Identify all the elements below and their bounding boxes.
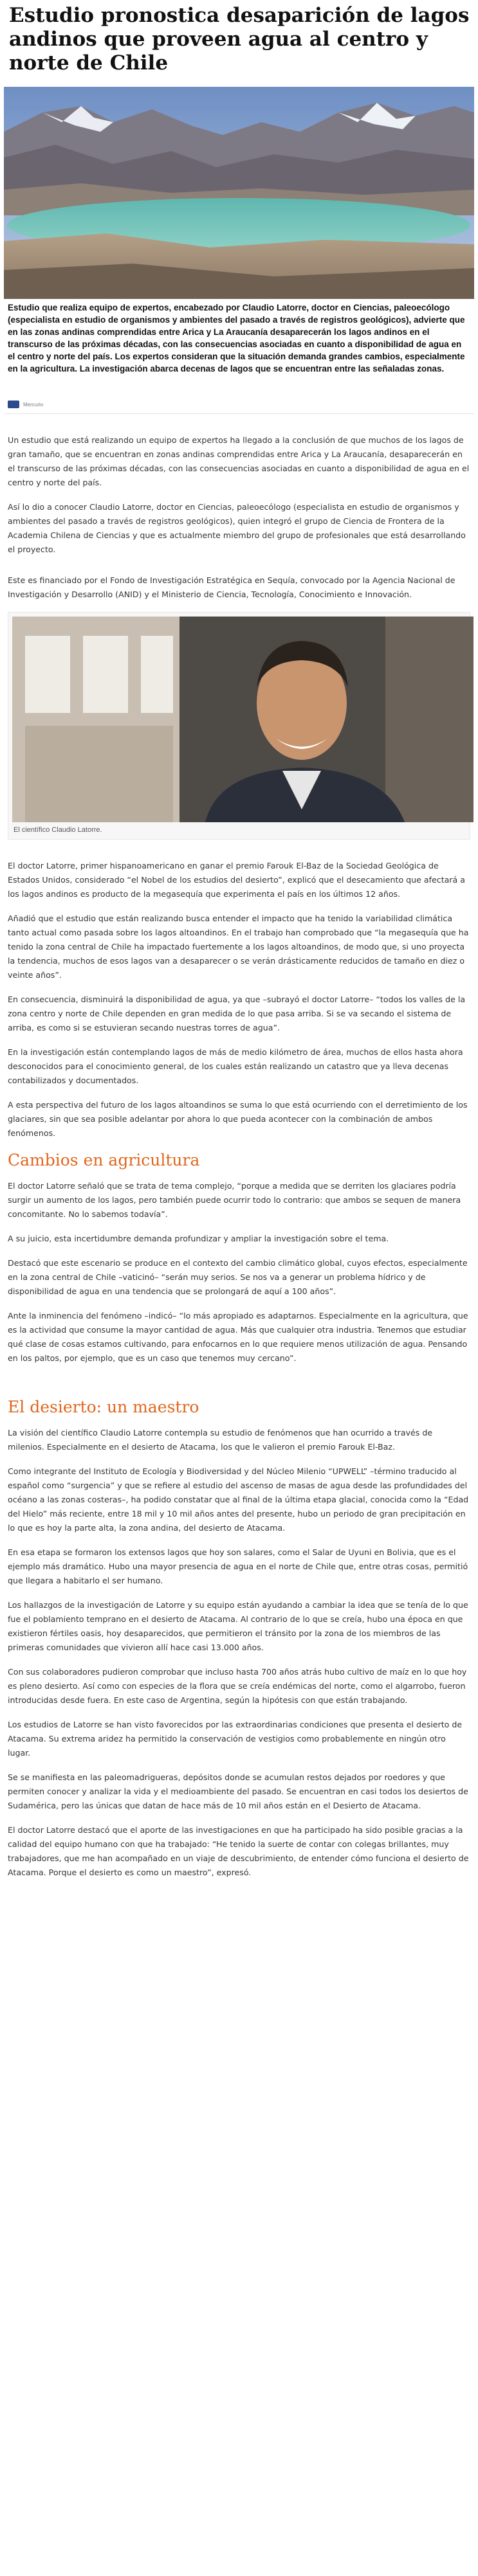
paragraph: En esa etapa se formaron los extensos lagos que hoy son salares, como el Salar de Uyuni en Bolivia, que es el ejemplo más dramático. Hubo una mayor presencia de agua en el norte de Chile que, entre otras cosas, permitió que llegara a habitarlo el ser humano.: [8, 1547, 468, 1585]
paragraph: El doctor Latorre, primer hispanoamericano en ganar el premio Farouk El-Baz de la Sociedad Geológica de Estados Unidos, considerado “el Nobel de los estudios del desierto”, explicó que el desecamiento que afectará a los lagos andinos es producto de la megasequía que experimenta el país en los últimos 12 años.: [8, 861, 465, 899]
paragraph: La visión del científico Claudio Latorre contempla su estudio de fenómenos que han ocurrido a través de milenios. Especialmente en el desierto de Atacama, los que le valieron el premio Farouk El-Baz.: [8, 1428, 433, 1452]
paragraph: Un estudio que está realizando un equipo de expertos ha llegado a la conclusión de que muchos de los lagos de gran tamaño, que se encuentran en zonas andinas comprendidas entre Arica y La Araucanía, desaparecerán en el transcurso de las próximas décadas, con las consecuencias asociadas en cuanto a disponibilidad de agua en el centro y norte del país.: [8, 435, 470, 487]
paragraph: En consecuencia, disminuirá la disponibilidad de agua, ya que –subrayó el doctor Latorre– “todos los valles de la zona centro y norte de Chile dependen en gran medida de lo que pasa arriba. Si se va secando el sistema de arriba, es como si se estuvieran secando nuestras torres de agua”.: [8, 995, 466, 1032]
photo-figure: [8, 612, 470, 840]
paragraph: Como integrante del Instituto de Ecología y Biodiversidad y del Núcleo Milenio “UPWELL” –término traducido al español como “surgencia” y que se refiere al estudio del ascenso de masas de agua desde las profundidades del océano a las zonas costeras–, ha podido constatar que al final de la última etapa glacial, conocida como la “Edad del Hielo” más reciente, entre 18 mil y 10 mil años antes del presente, hubo un periodo de gran precipitación en lo que es hoy la parte alta, la zona andina, del desierto de Atacama.: [8, 1466, 469, 1533]
source-logo-icon: [8, 401, 19, 408]
paragraph: El doctor Latorre destacó que el aporte de las investigaciones en que ha participado ha sido posible gracias a la calidad del equipo humano con que ha trabajado: “He tenido la suerte de contar con colegas brillantes, muy trabajadores, que me han acompañado en un viaje de descubrimiento, de entender cómo funciona el desierto de Atacama. Porque el desierto es como un maestro”, expresó.: [8, 1825, 469, 1877]
paragraph: Añadió que el estudio que están realizando busca entender el impacto que ha tenido la variabilidad climática tanto actual como pasada sobre los lagos altoandinos. En el trabajo han comprobado que “la megasequía que ha tenido la zona central de Chile ha impactado fuertemente a los lagos altoandinos, de modo que, si uno proyecta la tendencia, muchos de esos lagos van a desaparecer o se verán drásticamente reducidos de tamaño en diez o veinte años”.: [8, 914, 469, 980]
hero-lake-photo: [4, 87, 474, 299]
paragraph: A su juicio, esta incertidumbre demanda profundizar y ampliar la investigación sobre el tema.: [8, 1234, 389, 1243]
paragraph: Con sus colaboradores pudieron comprobar que incluso hasta 700 años atrás hubo cultivo de maíz en lo que hoy es pleno desierto. Así como con especies de la flora que se creía endémicas del norte, como el algarrobo, fueron introducidas desde fuera. En este caso de Argentina, según la hipótesis con que están trabajando.: [8, 1667, 467, 1705]
paragraph: Destacó que este escenario se produce en el contexto del cambio climático global, cuyos efectos, especialmente en la zona central de Chile –vaticinó– “serán muy serios. Se nos va a generar un problema hídrico y de disponibilidad de agua en una tendencia que se prolongará de aquí a 100 años”.: [8, 1258, 468, 1296]
section-heading-desierto: El desierto: un maestro: [8, 1398, 199, 1416]
paragraph: A esta perspectiva del futuro de los lagos altoandinos se suma lo que está ocurriendo con el derretimiento de los glaciares, sin que sea posible adelantar por ahora lo que pueda acontecer con la combinación de ambos fenómenos.: [8, 1100, 468, 1138]
article-body: [4, 433, 474, 1880]
photo-caption: El científico Claudio Latorre.: [14, 826, 102, 834]
scientist-photo: [12, 617, 473, 822]
paragraph: Los hallazgos de la investigación de Latorre y su equipo están ayudando a cambiar la idea que se tenía de lo que fue el poblamiento temprano en el desierto de Atacama. Al contrario de lo que se creía, hubo una época en que existieron fértiles oasis, hoy desaparecidos, que permitieron el tránsito por la zona de los miembros de las primeras comunidades que vivieron allí hace casi 13.000 años.: [8, 1600, 468, 1652]
article-title: Estudio pronostica desaparición de lagos andinos que proveen agua al centro y norte de Chile: [9, 4, 470, 75]
paragraph: Así lo dio a conocer Claudio Latorre, doctor en Ciencias, paleoecólogo (especialista en estudio de organismos y ambientes del pasado a través de registros geológicos), quien integró el grupo de Ciencia de Frontera de la Academia Chilena de Ciencias y que es actualmente miembro del grupo de profesionales que está desarrollando el proyecto.: [8, 502, 466, 554]
article-lead: Estudio que realiza equipo de expertos, encabezado por Claudio Latorre, doctor en Ciencias, paleoecólogo (especialista en estudio de organismos y ambientes del pasado a través de registros geológicos), advierte que en las zonas andinas comprendidas entre Arica y La Araucanía desaparecerán los lagos andinos en el transcurso de las próximas décadas, con las consecuencias asociadas en cuanto a disponibilidad de agua en el centro y norte del país. Los expertos consideran que la situación demanda grandes cambios, especialmente en la agricultura. La investigación abarca decenas de lagos que se encuentran entre las señaladas zonas.: [8, 303, 465, 374]
paragraph: Se se manifiesta en las paleomadrigueras, depósitos donde se acumulan restos dejados por roedores y que permiten conocer y analizar la vida y el medioambiente del pasado. Se encuentran en casi todos los desiertos de Sudamérica, pero las únicas que datan de hace más de 10 mil años están en el Desierto de Atacama.: [8, 1772, 468, 1810]
paragraph: Los estudios de Latorre se han visto favorecidos por las extraordinarias condiciones que presenta el desierto de Atacama. Su extrema aridez ha permitido la conservación de vestigios como probablemente en ningún otro lugar.: [8, 1720, 463, 1758]
source-credit: [4, 395, 474, 414]
paragraph: Ante la inminencia del fenómeno –indicó– “lo más apropiado es adaptarnos. Especialmente en la agricultura, que es la actividad que consume la mayor cantidad de agua. Más que cualquier otra industria. Tenemos que estudiar qué clase de cosas estamos cultivando, para enfocarnos en lo que requiere menos utilización de agua. Pensando en los paltos, por ejemplo, que es un caso que tenemos muy cercano”.: [8, 1311, 468, 1363]
paragraph: El doctor Latorre señaló que se trata de tema complejo, “porque a medida que se derriten los glaciares podría surgir un aumento de los lagos, pero también puede ocurrir todo lo contrario: que ambos se sequen de manera concomitante. No lo sabemos todavía”.: [8, 1181, 461, 1219]
section-heading-agricultura: Cambios en agricultura: [8, 1151, 200, 1169]
paragraph: En la investigación están contemplando lagos de más de medio kilómetro de área, muchos de ellos hasta ahora desconocidos para el conocimiento general, de los cuales están realizando un catastro que ya lleva decenas contabilizados y documentados.: [8, 1047, 463, 1085]
paragraph: Este es financiado por el Fondo de Investigación Estratégica en Sequía, convocado por la Agencia Nacional de Investigación y Desarrollo (ANID) y el Ministerio de Ciencia, Tecnología, Conocimiento e Innovación.: [8, 575, 455, 599]
source-label: Mercurio: [23, 401, 44, 408]
